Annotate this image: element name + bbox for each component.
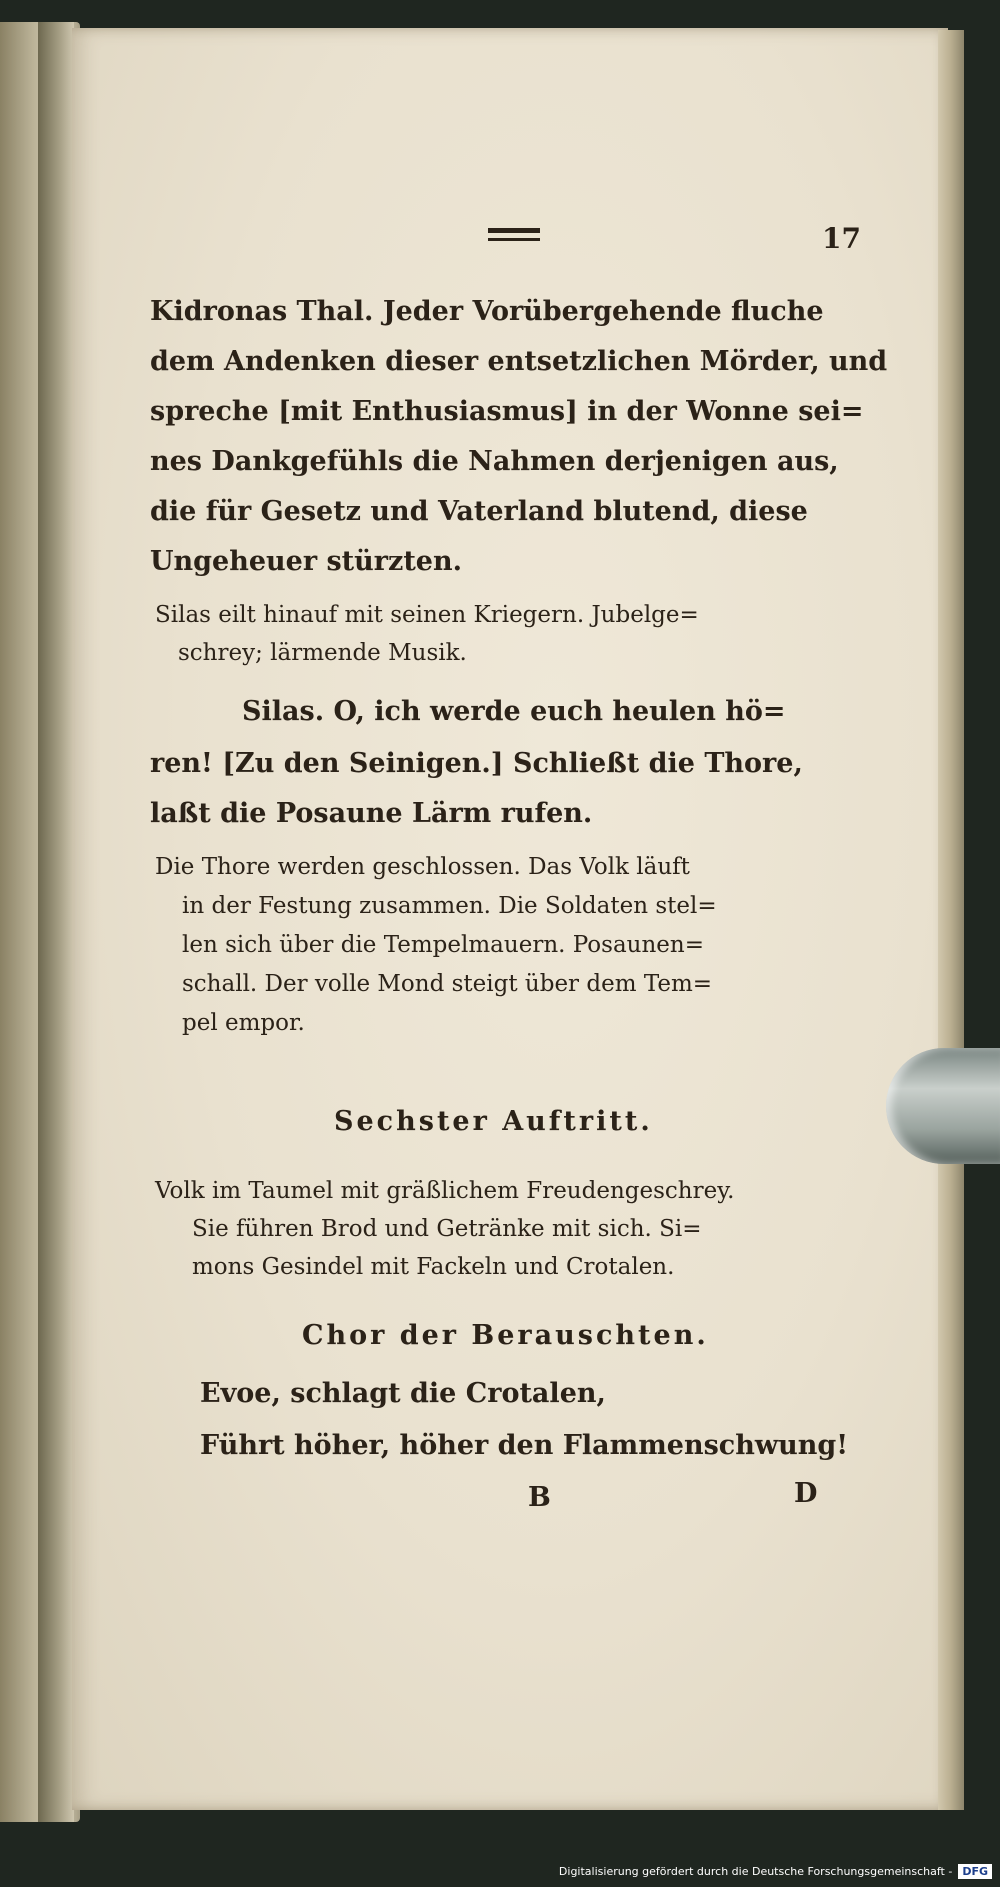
book-gutter [38,22,74,1822]
text-line: nes Dankgefühls die Nahmen derjenigen aus, [150,446,839,477]
stage-direction-line: Sie führen Brod und Getränke mit sich. Si= [192,1216,702,1242]
header-ornament-rule-2 [488,238,540,241]
speech-line: Silas. O, ich werde euch heulen hö= [242,696,786,727]
right-page-edge [938,30,964,1810]
stage-direction-line: len sich über die Tempelmauern. Posaunen= [182,932,704,958]
text-line: die für Gesetz und Vaterland blutend, diese [150,496,808,527]
speech-line: laßt die Posaune Lärm rufen. [150,798,593,829]
catchword: D [794,1478,818,1509]
stage-direction-line: schall. Der volle Mond steigt über dem Tem= [182,971,713,997]
text-line: Kidronas Thal. Jeder Vorübergehende fluche [150,296,824,327]
stage-direction-line: in der Festung zusammen. Die Soldaten stel= [182,893,717,919]
stage-direction-line: schrey; lärmende Musik. [178,640,467,666]
dfg-logo: DFG [958,1864,992,1879]
chorus-heading: Chor der Berauschten. [302,1320,709,1351]
stage-direction-line: pel empor. [182,1010,305,1036]
stage-direction-line: Die Thore werden geschlossen. Das Volk läuft [155,854,690,880]
page-clip [886,1048,1000,1164]
digitization-footer [559,1861,992,1881]
footer-text: Digitalisierung gefördert durch die Deutsche Forschungsgemeinschaft - [558,1864,953,1878]
signature-mark: B [528,1482,551,1513]
text-line: spreche [mit Enthusiasmus] in der Wonne sei= [150,396,864,427]
stage-direction-line: Silas eilt hinauf mit seinen Kriegern. Jubelge= [155,602,699,628]
header-ornament-rule [488,228,540,233]
verse-line: Evoe, schlagt die Crotalen, [200,1378,606,1409]
verse-line: Führt höher, höher den Flammenschwung! [200,1430,849,1461]
text-line: dem Andenken dieser entsetzlichen Mörder, und [150,346,888,377]
stage-direction-line: mons Gesindel mit Fackeln und Crotalen. [192,1254,675,1280]
scene-heading: Sechster Auftritt. [334,1106,653,1137]
stage-direction-line: Volk im Taumel mit gräßlichem Freudengeschrey. [155,1178,735,1204]
text-line: Ungeheuer stürzten. [150,546,463,577]
page-number: 17 [822,222,861,255]
speech-line: ren! [Zu den Seinigen.] Schließt die Thore, [150,748,803,779]
